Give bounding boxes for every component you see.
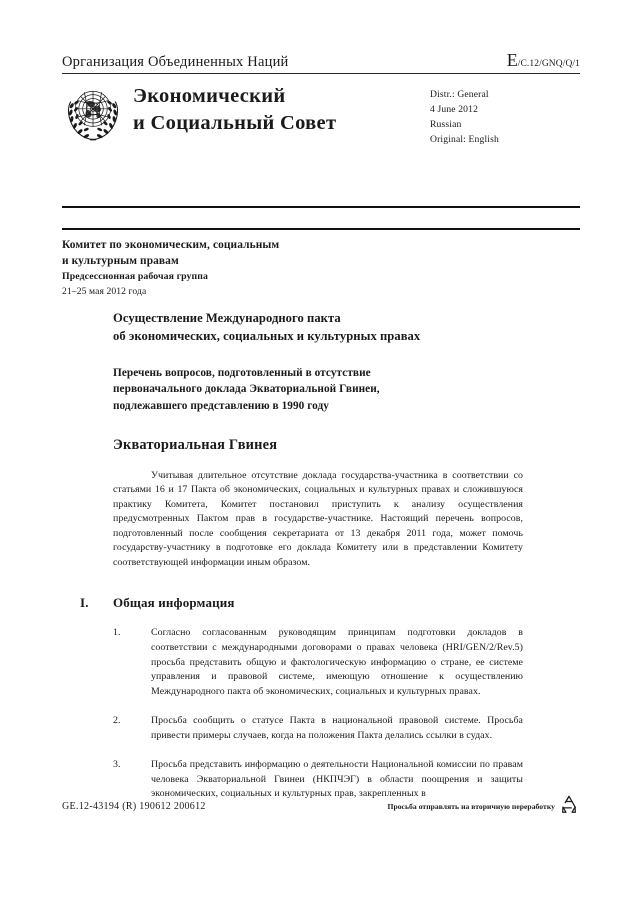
paragraph-text: Согласно согласованным руководящим принципам подготовки докладов в соответствии с международными договорами о правах человека (HRI/GEN/2/Rev.5) просьба представить общую и фактологическую информацию о стране, ее системе управления и правовой системе, имеющую отношение к осуществлению Международного пакта об экономических, социальных и культурных правах. xyxy=(151,627,523,697)
session-dates: 21–25 мая 2012 года xyxy=(62,285,147,297)
masthead-title xyxy=(124,83,430,137)
section-heading-general-information xyxy=(80,595,523,611)
country-heading: Экваториальная Гвинея xyxy=(113,436,278,453)
document-language: Russian xyxy=(430,119,462,131)
section-title: Общая информация xyxy=(113,595,235,611)
distribution-block xyxy=(430,83,580,148)
committee-name-line1: Комитет по экономическим, социальным xyxy=(62,239,280,251)
paragraph-number: 2. xyxy=(113,715,121,727)
paragraph-number: 1. xyxy=(113,627,121,639)
introductory-paragraph: Учитывая длительное отсутствие доклада государства-участника в соответствии со статьями 16 и 17 Пакта об экономических, социальных и культурных правах и сложившуюся практику Комитета, Комитет постановил приступить к анализу осуществления предусмотренных Пактом прав в государстве-участнике. Настоящий перечень вопросов, подготовленный после сообщения секретариата от 13 декабря 2011 года, может помочь государству-участнику в подготовке его доклада Комитету или в представлении Комитету соответствующей информации иным образом. xyxy=(113,469,523,568)
recycle-text: Просьба отправлять на вторичную переработку xyxy=(387,802,555,811)
masthead-title-line2: и Социальный Совет xyxy=(133,112,337,135)
main-title-line1: Осуществление Международного пакта xyxy=(113,311,341,325)
un-emblem-icon xyxy=(62,85,124,145)
section-number: I. xyxy=(80,595,89,611)
subtitle-line2: первоначального доклада Экваториальной Гвинеи, xyxy=(113,383,380,396)
document-symbol xyxy=(507,50,580,71)
subtitle-line1: Перечень вопросов, подготовленный в отсутствие xyxy=(113,366,371,379)
paragraph-text: Просьба сообщить о статусе Пакта в национальной правовой системе. Просьба привести примеры случаев, когда на положения Пакта делались ссылки в судах. xyxy=(151,715,523,741)
distribution-type: Distr.: General xyxy=(430,89,489,100)
subtitle-line3: подлежавшего представлению в 1990 году xyxy=(113,399,329,412)
main-title-line2: об экономических, социальных и культурных правах xyxy=(113,328,421,343)
committee-name-line2: и культурным правам xyxy=(62,254,179,267)
numbered-paragraph xyxy=(113,714,523,743)
document-symbol-prefix: E xyxy=(506,50,518,70)
committee-block xyxy=(62,238,580,299)
subtitle xyxy=(113,365,523,414)
working-group: Предсессионная рабочая группа xyxy=(62,271,209,283)
organization-name: Организация Объединенных Наций xyxy=(62,54,289,70)
committee-name xyxy=(62,238,580,269)
document-body xyxy=(80,310,523,802)
masthead xyxy=(62,50,580,179)
organization-line xyxy=(62,50,580,73)
masthead-bottom-rule xyxy=(62,206,580,208)
page-footer xyxy=(62,798,580,815)
masthead-title-line1: Экономический xyxy=(133,85,286,107)
document-original-language: Original: English xyxy=(430,134,499,146)
numbered-paragraph xyxy=(113,626,523,699)
paragraph-number: 3. xyxy=(113,759,121,771)
document-date: 4 June 2012 xyxy=(430,104,479,116)
masthead-row xyxy=(62,74,580,179)
numbered-paragraph xyxy=(113,758,523,802)
recycle-notice xyxy=(387,798,580,815)
main-title xyxy=(113,310,523,346)
committee-top-rule xyxy=(62,228,580,230)
document-symbol-suffix: /C.12/GNQ/Q/1 xyxy=(517,59,580,69)
job-number: GE.12-43194 (R) 190612 200612 xyxy=(62,801,206,812)
recycle-icon xyxy=(558,793,580,815)
paragraph-text: Просьба представить информацию о деятельности Национальной комиссии по правам человека Экваториальной Гвинеи (НКПЧЭГ) в области поощрения и защиты экономических, социальных и культурных прав, закрепленных в xyxy=(151,759,523,800)
